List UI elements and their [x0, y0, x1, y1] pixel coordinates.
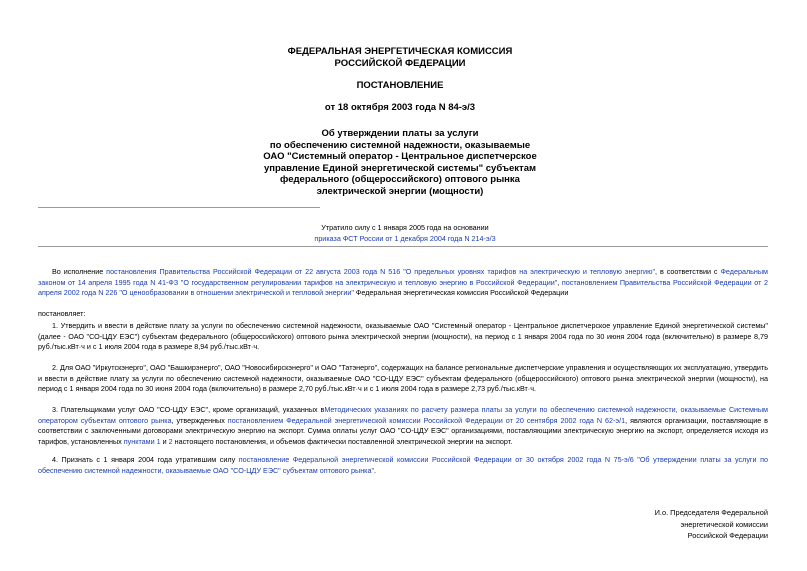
- short-divider: [38, 207, 320, 208]
- link-government-decree-226[interactable]: постановлением Правительства Российской Федерации от 2 апреля 2002 года N 226 "О ценообразовании в отношении электрической и тепловой энергии": [38, 277, 768, 298]
- item-3-text: 3. Плательщиками услуг ОАО "СО-ЦДУ ЕЭС", кроме организаций, указанных в: [52, 405, 325, 414]
- item-1: 1. Утвердить и ввести в действие плату за услуги по обеспечению системной надежности, оказываемые ОАО "Системный оператор - Центральное диспетчерское управление Единой энергетической системы" (далее - ОАО "СО-ЦДУ ЕЭС") субъектам федерального (общероссийского) оптового рынка электрической энергии (мощности), на период с 1 января 2004 года по 30 июня 2004 года (включительно) в размере 8,79 руб./тыс.кВт·ч и с 1 июля 2004 года в размере 8,94 руб./тыс.кВт·ч.: [38, 321, 768, 352]
- signature-line: энергетической комиссии: [680, 519, 768, 529]
- item-3-text: настоящего постановления, и объемов фактически поставленной электрической энергии на экспорт.: [172, 436, 513, 446]
- signature-line: И.о. Председателя Федеральной: [654, 508, 768, 517]
- item-4: [38, 455, 768, 476]
- item-3: [38, 405, 768, 447]
- link-item-2[interactable]: 2: [168, 436, 173, 446]
- preamble-text: ,: [557, 277, 562, 287]
- item-4-text: .: [374, 465, 377, 475]
- link-government-decree-516[interactable]: постановления Правительства Российской Федерации от 22 августа 2003 года N 516 "О предельных уровнях тарифов на электрическую и тепловую энергию": [106, 267, 656, 276]
- preamble-text: Во исполнение: [52, 267, 107, 276]
- link-federal-law-41[interactable]: Федеральным законом от 14 апреля 1995 года N 41-ФЗ "О государственном регулировании тарифов на электрическую и тепловую энергию в Российской Федерации": [38, 267, 768, 287]
- document-date: от 18 октября 2003 года N 84-э/3: [324, 102, 476, 113]
- link-fec-decree-75[interactable]: постановление Федеральной энергетической комиссии Российской Федерации от 30 октября 2002 года N 75-э/6 "Об утверждении платы за услуги по обеспечению системной надежности, оказываемые ОАО "СО-ЦДУ ЕЭС" субъектам оптового рынка": [38, 455, 769, 475]
- signature-block: [560, 507, 768, 542]
- document-type: ПОСТАНОВЛЕНИЕ: [356, 80, 444, 91]
- title-line: Об утверждении платы за услуги: [321, 128, 479, 139]
- signature-line: Российской Федерации: [687, 531, 768, 541]
- link-fec-decree-62[interactable]: постановлением Федеральной энергетической комиссии Российской Федерации от 20 сентября 2002 года N 62-э/1: [227, 415, 626, 425]
- title-line: федерального (общероссийского) оптового рынка: [280, 174, 520, 185]
- long-divider: [38, 246, 768, 247]
- title-line: управление Единой энергетической системы" субъектам: [263, 162, 537, 174]
- item-3-text: , утвержденных: [171, 415, 228, 425]
- link-methodical-guidelines[interactable]: Методических указаниях по расчету размера платы за услуги по обеспечению системной надежности, оказываемые Системным оператором субъектам оптового рынка: [38, 405, 768, 425]
- item-3-text: , являются организации, поставляющие в соответствии с заключенными договорами электрическую энергию на экспорт. Сумма оплаты услуг ОАО "СО-ЦДУ ЕЭС" организациями, поставляющими электрическую энергию на экспорт, определяется исходя из тарифов, установленных: [38, 415, 768, 446]
- link-item-1[interactable]: пунктами 1: [123, 436, 161, 446]
- item-2: 2. Для ОАО "Иркутскэнерго", ОАО "Башкирэнерго", ОАО "Новосибирскэнерго" и ОАО "Татэнерго", содержащих на балансе региональные диспетчерские управления и осуществляющих их эксплуатацию, утвердить и ввести в действие плату за услуги по обеспечению системной надежности, оказываемые ОАО "СО-ЦДУ ЕЭС" субъектам федерального (общероссийского) оптового рынка электрической энергии (мощности), на период с 1 января 2004 года по 30 июня 2004 года (включительно) в размере 2,70 руб./тыс.кВт·ч и с 1 июля 2004 года в размере 2,73 руб./тыс.кВт·ч.: [38, 363, 768, 394]
- preamble-text: , в соответствии с: [655, 267, 721, 276]
- preamble-paragraph: [38, 267, 768, 299]
- org-line-2: РОССИЙСКОЙ ФЕДЕРАЦИИ: [334, 58, 466, 69]
- header-organization: [120, 46, 680, 70]
- org-line-1: ФЕДЕРАЛЬНАЯ ЭНЕРГЕТИЧЕСКАЯ КОМИССИЯ: [287, 46, 513, 57]
- status-link[interactable]: приказа ФСТ России от 1 декабря 2004 года N 214-э/3: [314, 233, 496, 243]
- decree-word: постановляет:: [38, 309, 86, 318]
- status-text: Утратило силу с 1 января 2005 года на основании: [321, 223, 489, 232]
- title-line: по обеспечению системной надежности, оказываемые: [269, 139, 531, 151]
- item-3-text: и: [160, 436, 169, 446]
- title-line: ОАО "Системный оператор - Центральное диспетчерское: [263, 151, 537, 162]
- item-4-text: 4. Признать с 1 января 2004 года утратившим силу: [52, 455, 239, 464]
- status-note: [240, 223, 570, 244]
- document-title: [120, 128, 680, 197]
- title-line: электрической энергии (мощности): [316, 185, 484, 197]
- preamble-text: Федеральная энергетическая комиссия Российской Федерации: [353, 288, 569, 298]
